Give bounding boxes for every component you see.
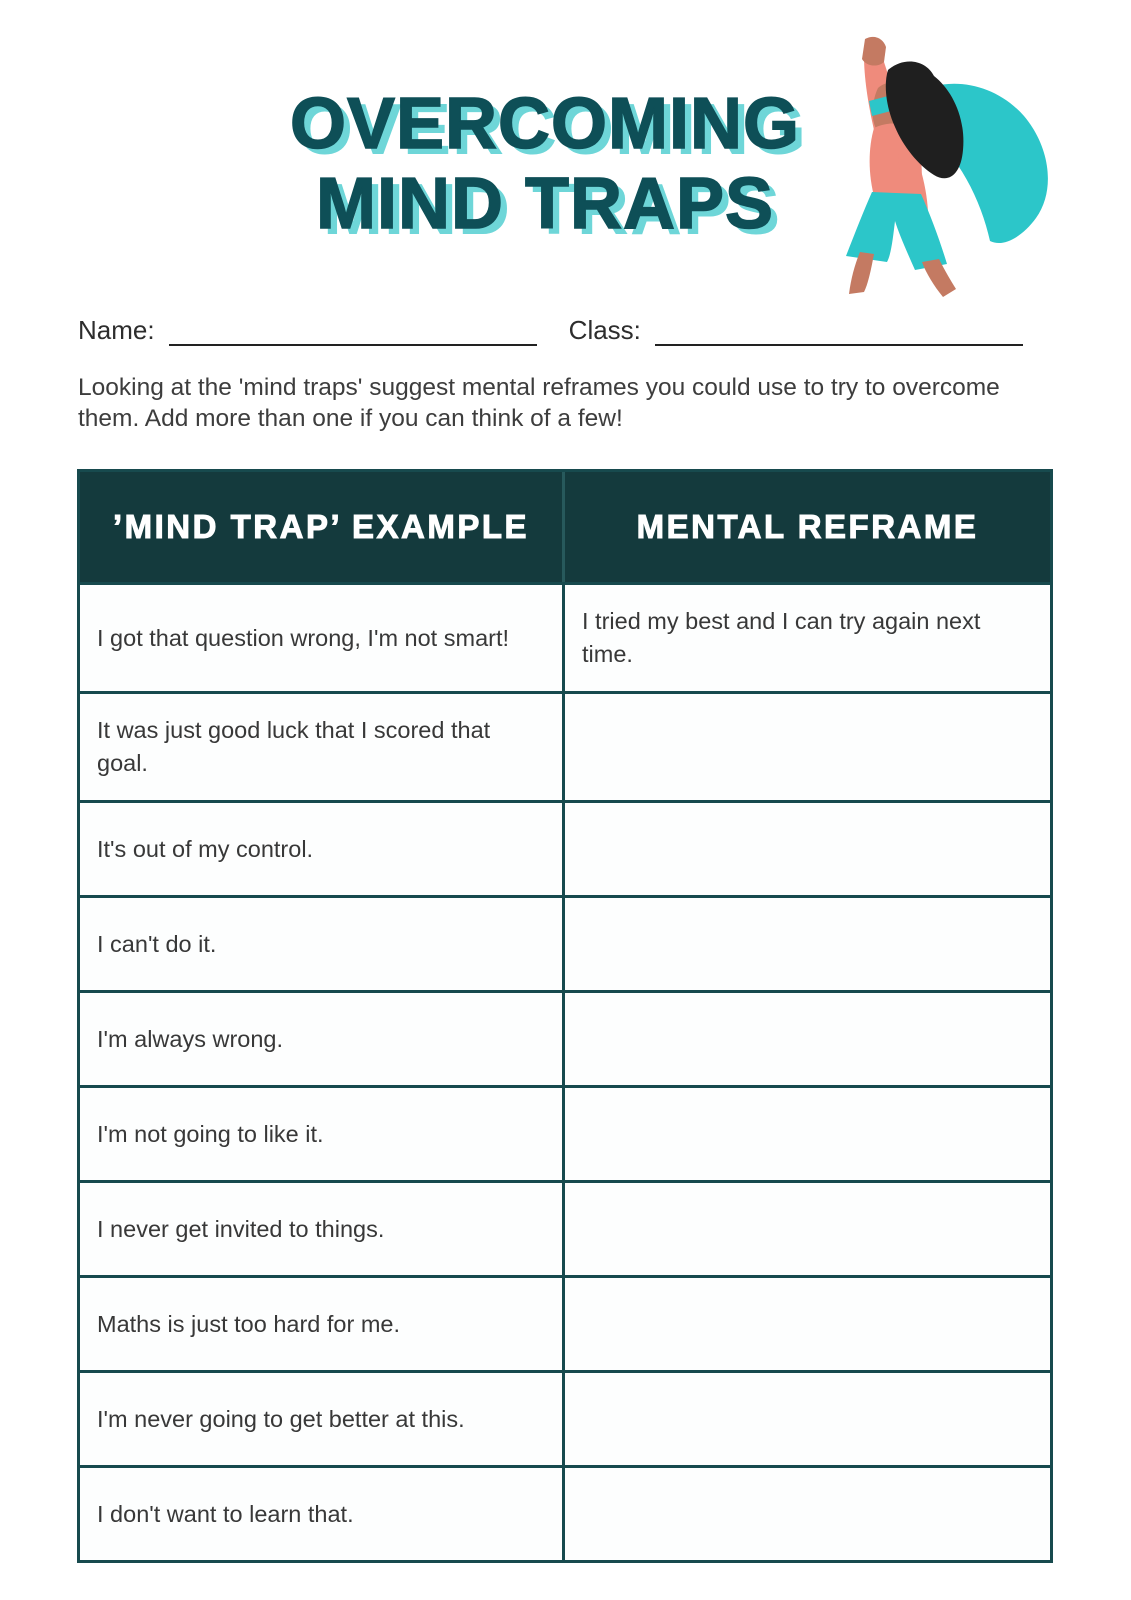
mind-trap-cell — [80, 993, 565, 1085]
mind-trap-text: I'm never going to get better at this. — [97, 1405, 465, 1432]
table-row — [80, 800, 1050, 895]
instructions-text — [78, 372, 1071, 434]
mind-trap-text: It was just good luck that I scored that goal. — [97, 717, 491, 776]
mind-trap-cell — [80, 1468, 565, 1560]
title-line-1: OVERCOMING — [289, 84, 801, 164]
mental-reframe-cell — [565, 1183, 1050, 1275]
column-header-mental-reframe: MENTAL REFRAME — [636, 508, 979, 545]
mental-reframe-cell — [565, 993, 1050, 1085]
table-row — [80, 1275, 1050, 1370]
table-header-row — [80, 472, 1050, 582]
table-row — [80, 691, 1050, 800]
name-class-row — [78, 310, 1023, 346]
mind-trap-text: I don't want to learn that. — [97, 1500, 354, 1527]
mind-trap-cell — [80, 1278, 565, 1370]
mind-trap-cell — [80, 1183, 565, 1275]
mind-trap-text: I can't do it. — [97, 930, 217, 957]
mental-reframe-cell — [565, 898, 1050, 990]
table-row — [80, 1370, 1050, 1465]
mind-trap-cell — [80, 898, 565, 990]
mental-reframe-cell — [565, 1373, 1050, 1465]
table-row — [80, 895, 1050, 990]
class-label: Class: — [568, 315, 641, 345]
class-blank-line — [655, 316, 1023, 346]
mind-trap-text: I got that question wrong, I'm not smart! — [97, 624, 510, 651]
column-header-mind-trap: ’MIND TRAP’ EXAMPLE — [80, 472, 565, 582]
title-line-2: MIND TRAPS — [316, 164, 774, 244]
name-blank-line — [169, 316, 537, 346]
name-label: Name: — [78, 315, 155, 345]
mind-trap-text: I'm not going to like it. — [97, 1120, 324, 1147]
instructions-line-2: them. Add more than one if you can think of a few! — [78, 405, 623, 432]
table-row — [80, 1465, 1050, 1560]
mind-trap-text: It's out of my control. — [97, 835, 314, 862]
mental-reframe-cell — [565, 585, 1050, 691]
mental-reframe-text: I tried my best and I can try again next time. — [582, 608, 981, 667]
mind-trap-text: Maths is just too hard for me. — [97, 1310, 401, 1337]
table-row — [80, 1085, 1050, 1180]
mental-reframe-cell — [565, 1278, 1050, 1370]
table-row — [80, 582, 1050, 691]
mental-reframe-cell — [565, 803, 1050, 895]
table-row — [80, 1180, 1050, 1275]
page-header — [0, 0, 1131, 300]
mental-reframe-cell — [565, 1468, 1050, 1560]
mind-trap-cell — [80, 585, 565, 691]
table-row — [80, 990, 1050, 1085]
mind-trap-cell — [80, 803, 565, 895]
mental-reframe-cell — [565, 1088, 1050, 1180]
mind-trap-cell — [80, 694, 565, 800]
superhero-woman-icon — [818, 24, 1058, 309]
mind-traps-table — [77, 469, 1053, 1563]
mind-trap-text: I'm always wrong. — [97, 1025, 284, 1052]
mind-trap-cell — [80, 1088, 565, 1180]
instructions-line-1: Looking at the 'mind traps' suggest mental reframes you could use to try to overcome — [78, 374, 1000, 401]
mind-trap-text: I never get invited to things. — [97, 1215, 385, 1242]
table-body — [80, 582, 1050, 1560]
mind-trap-cell — [80, 1373, 565, 1465]
mental-reframe-cell — [565, 694, 1050, 800]
